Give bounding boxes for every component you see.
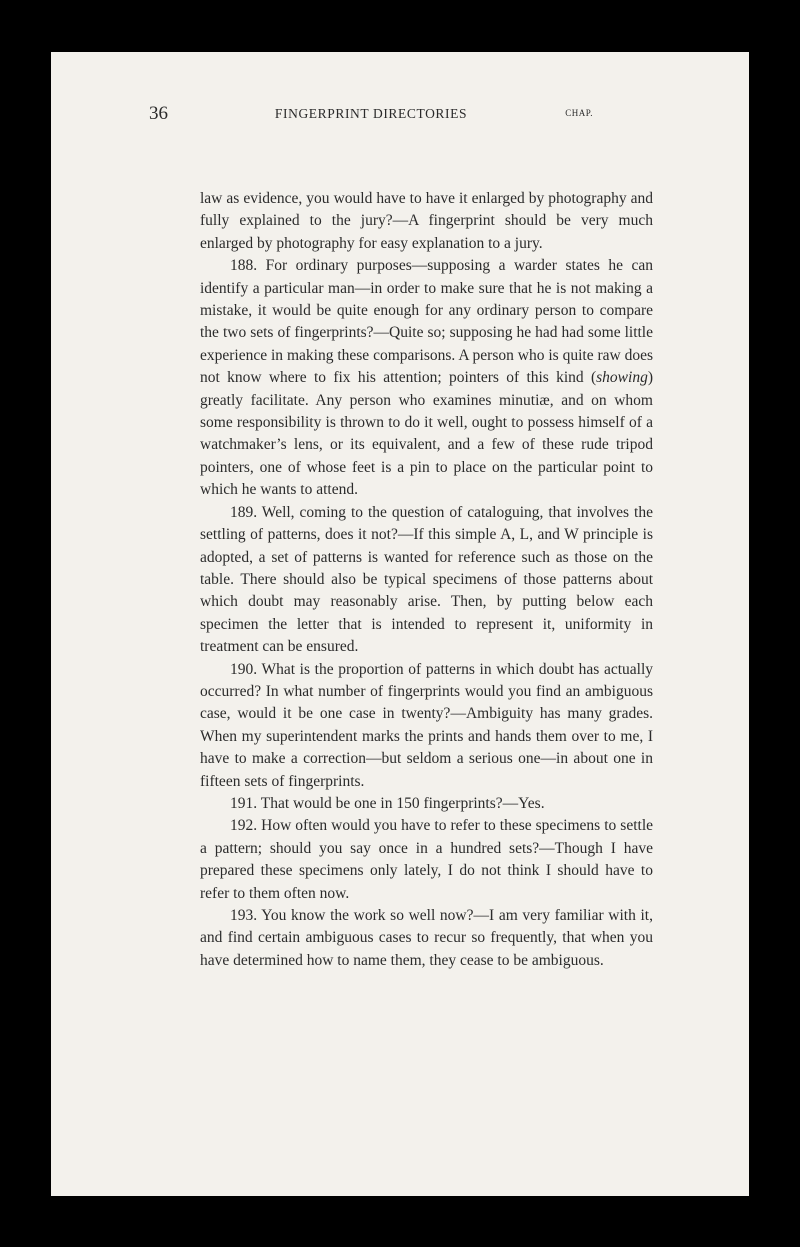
paragraph-188-lead: 188. For ordinary purposes—supposing a warder states he can identify a particular man—in order to make sure that he is not making a mistake, it would be quite enough for any ordinary person to compare the two sets of fingerprints?—Quite so; supposing he had had some little experience in making these comparisons. A person who is quite raw does not know where to fix his attention; pointers of this kind (: [200, 257, 653, 387]
paragraph-188: [200, 255, 653, 501]
running-title: FINGERPRINT DIRECTORIES: [274, 106, 468, 121]
page-header: [149, 103, 593, 133]
chapter-abbreviation: CHAP.: [565, 108, 593, 118]
page-number: 36: [149, 103, 168, 124]
paragraph-193: 193. You know the work so well now?—I am very familiar with it, and find certain ambiguous cases to recur so frequently, that when you have determined how to name them, they cease to be ambiguous.: [200, 907, 653, 969]
paragraph-190: 190. What is the proportion of patterns in which doubt has actually occurred? In what number of fingerprints would you find an ambiguous case, would it be one case in twenty?—Ambiguity has many grades. When my superintendent marks the prints and hands them over to me, I have to make a correction—but seldom a serious one—in about one in fifteen sets of fingerprints.: [200, 660, 653, 790]
paragraph-191: 191. That would be one in 150 fingerprints?—Yes.: [230, 794, 545, 812]
paragraph-188-tail: ) greatly facilitate. Any person who examines minutiæ, and on whom some responsibility is thrown to do it well, ought to possess himself of a watchmaker’s lens, or its equivalent, and a few of these rude tripod pointers, one of whose feet is a pin to place on the particular point to which he wants to attend.: [200, 369, 653, 499]
paragraph-192: 192. How often would you have to refer to these specimens to settle a pattern; should you say once in a hundred sets?—Though I have prepared these specimens only lately, I do not think I should have to refer to them often now.: [200, 817, 653, 902]
paragraph-188-italic: showing: [596, 369, 648, 387]
paragraph-continued: law as evidence, you would have to have it enlarged by photography and fully explained to the jury?—A fingerprint should be very much enlarged by photography for easy explanation to a jury.: [200, 190, 653, 252]
body-text: [200, 188, 653, 972]
paragraph-189: 189. Well, coming to the question of cataloguing, that involves the settling of patterns, does it not?—If this simple A, L, and W principle is adopted, a set of patterns is wanted for reference such as those on the table. There should also be typical specimens of those patterns about which doubt may reasonably arise. Then, by putting below each specimen the letter that is intended to represent it, uniformity in treatment can be ensured.: [200, 503, 653, 656]
